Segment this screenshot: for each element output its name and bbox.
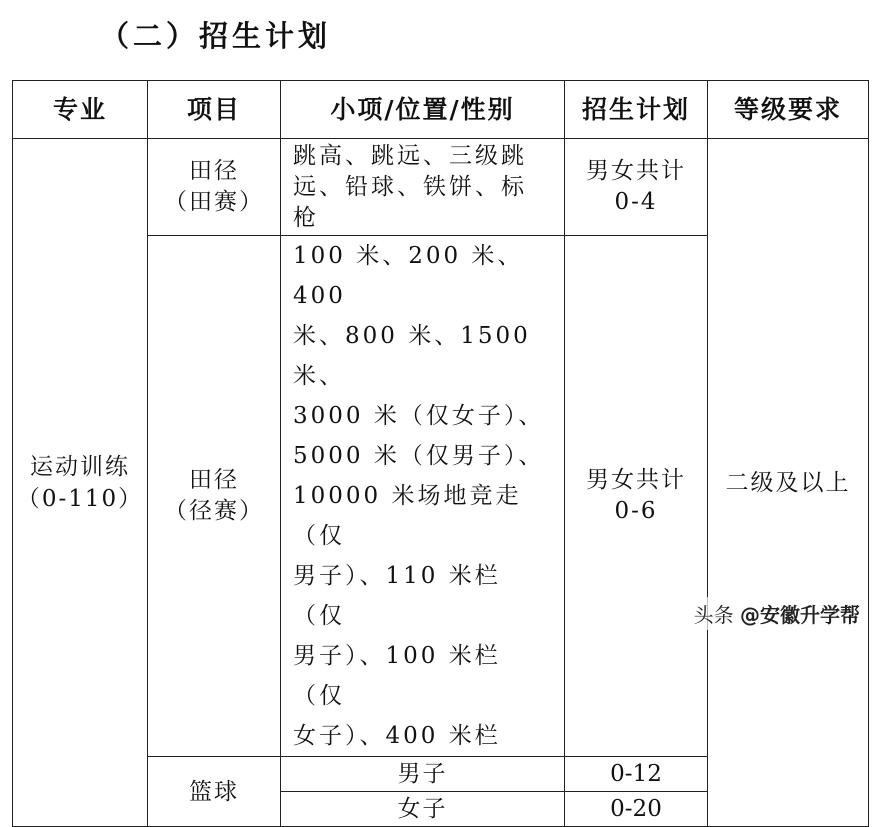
header-project: 项目 [148,81,281,139]
section-heading: （二）招生计划 [100,19,332,53]
plan-value: 0-6 [614,498,658,524]
header-plan: 招生计划 [565,81,708,139]
watermark [690,597,864,630]
sub-item-line: 男子）、100 米栏（仅 [293,643,501,709]
table-header-row [13,81,869,139]
sub-item-line: 10000 米场地竞走（仅 [293,483,522,549]
level-cell: 二级及以上 [708,139,869,827]
project-cell-field [148,139,281,236]
watermark-account: @安徽升学帮 [740,603,860,627]
project-name: 田径 [189,158,239,184]
plan-female: 0-20 [565,792,708,827]
sub-item-line: 女子）、400 米栏 [293,723,501,749]
major-name: 运动训练 [30,453,130,480]
plan-label: 男女共计 [586,467,686,493]
sub-item-line: 跳高、跳远、三级跳 [293,142,527,169]
sub-items-track [281,236,565,757]
sub-item-line: 枪 [293,204,319,231]
sub-item-line: 100 米、200 米、400 [293,243,524,309]
sub-item-line: 米、800 米、1500 米、 [293,323,531,389]
watermark-platform: 头条 [693,603,734,627]
plan-label: 男女共计 [586,158,686,184]
enrollment-plan-table [12,80,869,827]
plan-male: 0-12 [565,757,708,792]
sub-item-female: 女子 [281,792,565,827]
sub-item-line: 5000 米（仅男子）、 [293,443,545,469]
table-row [13,139,869,236]
plan-value: 0-4 [614,189,658,215]
plan-cell-track [565,236,708,757]
sub-item-line: 3000 米（仅女子）、 [293,403,545,429]
header-level: 等级要求 [708,81,869,139]
sub-item-male: 男子 [281,757,565,792]
sub-items-field [281,139,565,236]
project-name: 田径 [189,467,239,493]
header-major: 专业 [13,81,148,139]
sub-item-line: 男子）、110 米栏（仅 [293,563,501,629]
major-quota: （0-110） [16,485,144,512]
project-type: （径赛） [164,498,264,524]
project-type: （田赛） [164,189,264,215]
header-sub-item: 小项/位置/性别 [281,81,565,139]
project-cell-basketball: 篮球 [148,757,281,827]
project-cell-track [148,236,281,757]
plan-cell-field [565,139,708,236]
major-cell [13,139,148,827]
sub-item-line: 远、铅球、铁饼、标 [293,173,527,200]
